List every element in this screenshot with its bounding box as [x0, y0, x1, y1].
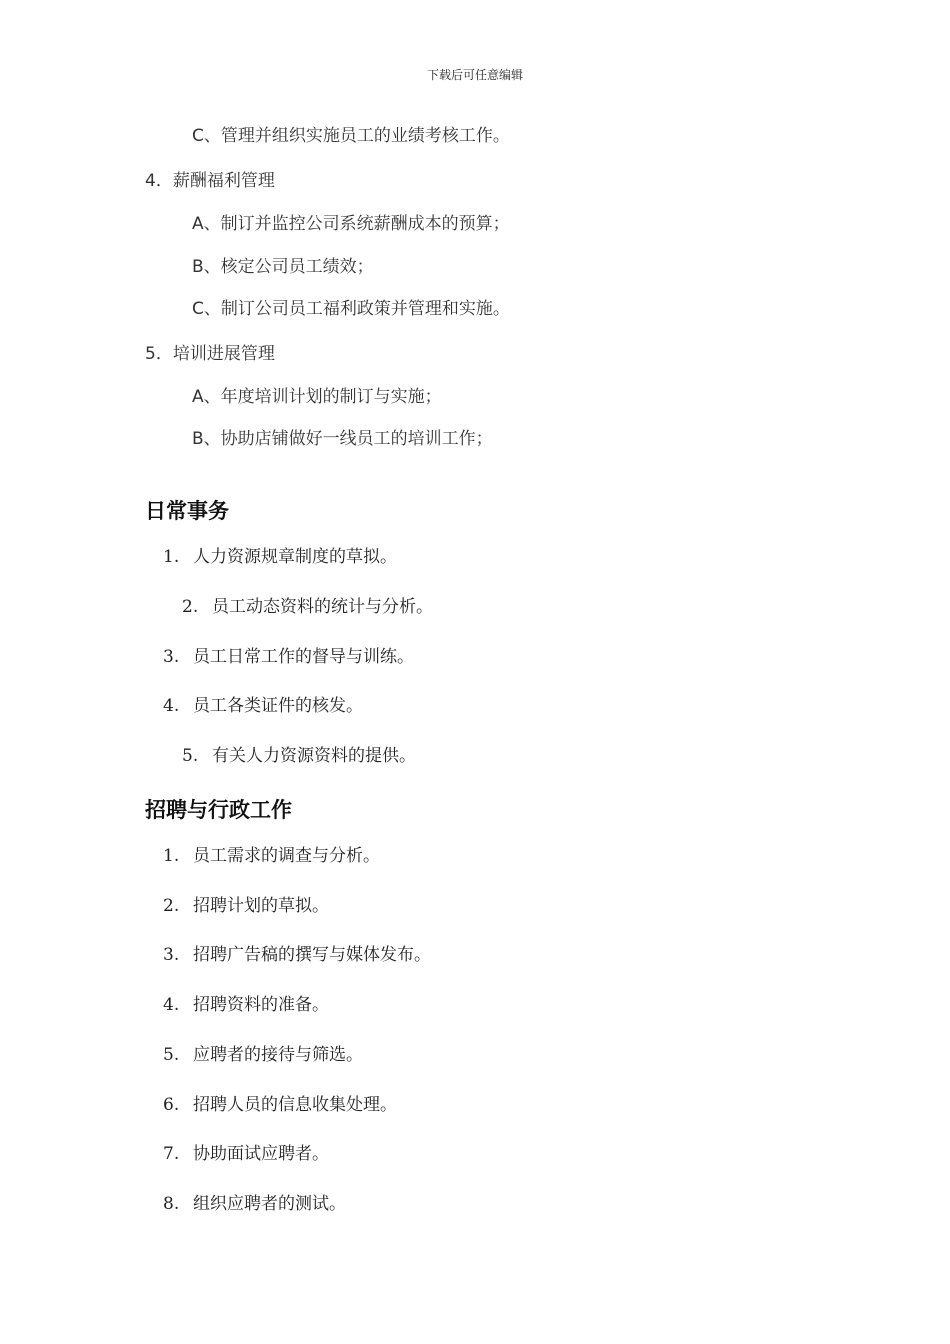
list-item-text: 员工日常工作的督导与训练。 [193, 647, 414, 667]
list-item [163, 1094, 397, 1116]
list-item [163, 646, 414, 668]
list-item-number: 3. [163, 945, 180, 965]
list-item-text: 协助面试应聘者。 [193, 1144, 329, 1164]
list-item [182, 745, 416, 767]
list-item-number: 1. [163, 846, 180, 866]
list-item-text: 员工需求的调查与分析。 [193, 846, 380, 866]
item-5a: A、年度培训计划的制订与实施； [192, 387, 442, 407]
list-item [163, 944, 431, 966]
list-item [163, 994, 329, 1016]
recruitment-heading: 招聘与行政工作 [145, 798, 292, 822]
list-item-number: 1. [163, 547, 180, 567]
list-item-number: 7. [163, 1144, 180, 1164]
list-item-number: 5. [163, 1045, 180, 1065]
list-item [163, 1143, 329, 1165]
list-item-number: 2. [163, 896, 180, 916]
list-item [182, 596, 433, 618]
list-item-text: 招聘广告稿的撰写与媒体发布。 [193, 945, 431, 965]
list-item-text: 招聘人员的信息收集处理。 [193, 1095, 397, 1115]
list-item-number: 4. [163, 995, 180, 1015]
item-4a: A、制订并监控公司系统薪酬成本的预算； [192, 214, 510, 234]
item-5b: B、协助店铺做好一线员工的培训工作； [192, 429, 493, 449]
item-5-title: 5．培训进展管理 [145, 344, 275, 364]
list-item-text: 应聘者的接待与筛选。 [193, 1045, 363, 1065]
list-item-text: 招聘计划的草拟。 [193, 896, 329, 916]
list-item-text: 员工动态资料的统计与分析。 [212, 597, 433, 617]
list-item-text: 组织应聘者的测试。 [193, 1194, 346, 1214]
item-4-title: 4．薪酬福利管理 [145, 171, 275, 191]
list-item-number: 4. [163, 696, 180, 716]
list-item-number: 5. [182, 746, 199, 766]
list-item-text: 员工各类证件的核发。 [193, 696, 363, 716]
list-item-number: 3. [163, 647, 180, 667]
list-item-number: 8. [163, 1194, 180, 1214]
list-item [163, 845, 380, 867]
page-header-note: 下载后可任意编辑 [426, 68, 523, 82]
list-item [163, 695, 363, 717]
list-item [163, 546, 397, 568]
list-item-text: 人力资源规章制度的草拟。 [193, 547, 397, 567]
list-item-number: 2. [182, 597, 199, 617]
list-item-text: 有关人力资源资料的提供。 [212, 746, 416, 766]
item-3c: C、管理并组织实施员工的业绩考核工作。 [192, 126, 510, 146]
item-4b: B、核定公司员工绩效； [192, 257, 374, 277]
item-4c: C、制订公司员工福利政策并管理和实施。 [192, 299, 510, 319]
list-item [163, 895, 329, 917]
daily-affairs-heading: 日常事务 [145, 499, 229, 523]
list-item-number: 6. [163, 1095, 180, 1115]
list-item [163, 1044, 363, 1066]
list-item [163, 1193, 346, 1215]
list-item-text: 招聘资料的准备。 [193, 995, 329, 1015]
